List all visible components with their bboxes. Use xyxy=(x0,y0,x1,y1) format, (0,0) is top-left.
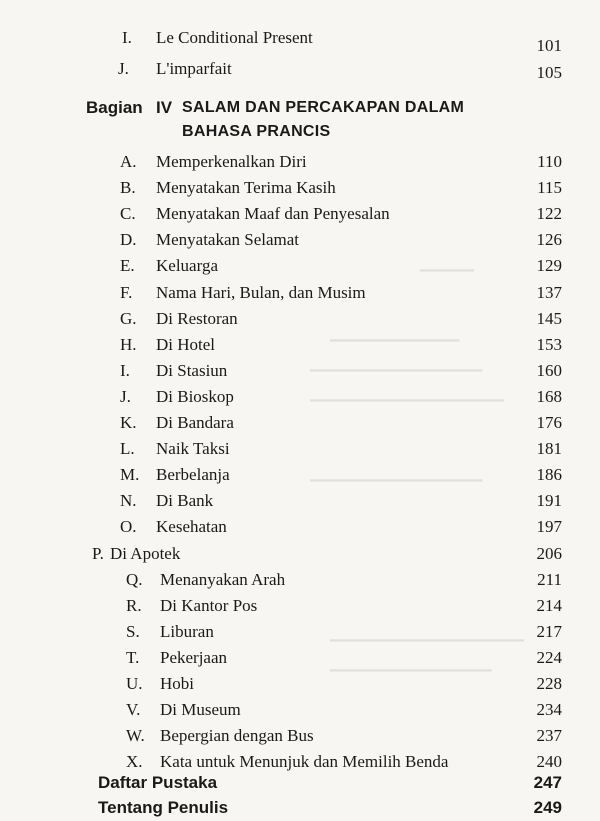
toc-entry xyxy=(0,56,600,82)
entry-letter: B. xyxy=(120,178,136,198)
entry-title: Liburan xyxy=(160,621,214,641)
entry-title: Di Museum xyxy=(160,700,241,720)
entry-title: Kesehatan xyxy=(156,517,227,537)
table-of-contents-page: ▁▁▁▁▁ ▁▁▁▁▁▁▁▁▁▁▁▁ ▁▁▁▁▁▁▁▁▁▁▁▁▁▁▁▁ ▁▁▁▁▁▁▁▁▁▁▁▁▁▁▁▁▁▁ ▁▁▁▁▁▁▁▁▁▁▁▁▁▁▁▁ ▁▁▁▁▁▁▁▁▁▁▁▁▁▁▁▁▁▁ ▁▁▁▁▁▁▁▁▁▁▁▁▁▁▁ I. Le Conditional Present 101 J. L'imparfait 105 Bagian IV SALAM DAN PERCAKAPAN DALAM BAHASA PRANCIS A. Memperkenalkan Diri 110 B. Menyatakan Terima Kasih 115 C. Menyatakan Maaf dan Penyesalan 122 D. Menyatakan Selamat 126 E. Keluarga 129 F. Nama Hari, Bulan, dan Musim 137 G. Di Restoran 145 H. Di Hotel 153 I. Di Stasiun 160 J. Di Bioskop 168 K. Di Bandara 176 L. Naik Taksi 181 M. Berbelanja 186 N. Di Bank 191 O. Kesehatan 197 P. Di Apotek 206 Q. Menanyakan Arah 211 R. Di Kantor Pos 214 S. Liburan 217 T. Pekerjaan 224 U. Hobi 228 V. Di Museum 234 W. Bepergian dengan Bus 237 X. Kata untuk Menunjuk dan Memilih Benda 240 Daftar Pustaka 247 Tentang Penulis 249 xyxy=(0,0,600,819)
entry-page: 176 xyxy=(536,413,562,432)
toc-entry xyxy=(0,149,600,175)
entry-letter: V. xyxy=(126,700,141,720)
entry-page: 153 xyxy=(536,334,562,354)
entry-title: Hobi xyxy=(160,674,194,693)
entry-title: Menyatakan Maaf dan Penyesalan xyxy=(156,204,390,224)
section-title-line2: BAHASA PRANCIS xyxy=(182,123,331,140)
entry-page: 115 xyxy=(537,178,562,198)
entry-page: 101 xyxy=(536,36,562,55)
entry-page: 224 xyxy=(536,647,562,667)
section-number: IV xyxy=(156,98,173,117)
toc-entry xyxy=(0,201,600,227)
entry-title: Nama Hari, Bulan, dan Musim xyxy=(156,282,366,302)
entry-letter: J. xyxy=(120,386,131,406)
entry-page: 234 xyxy=(536,700,562,720)
entry-letter: P. xyxy=(92,543,104,563)
entry-letter: T. xyxy=(126,647,140,667)
toc-entry xyxy=(0,306,600,332)
toc-entry xyxy=(0,227,600,253)
entry-title: Bepergian dengan Bus xyxy=(160,726,314,746)
toc-entry xyxy=(0,410,600,436)
entry-page: 181 xyxy=(536,439,562,459)
toc-entry xyxy=(0,514,600,540)
toc-entry xyxy=(0,671,600,697)
entry-letter: X. xyxy=(126,752,143,772)
toc-entry xyxy=(0,384,600,410)
entry-page: 247 xyxy=(533,773,562,792)
entry-page: 126 xyxy=(536,230,562,250)
section-heading-continued xyxy=(0,119,600,145)
entry-page: 105 xyxy=(536,63,562,82)
toc-entry xyxy=(0,280,600,306)
entry-letter: N. xyxy=(120,491,137,511)
entry-letter: M. xyxy=(120,465,140,485)
toc-entry xyxy=(0,462,600,488)
entry-title: Menyatakan Terima Kasih xyxy=(156,178,336,198)
entry-letter: A. xyxy=(120,152,137,171)
entry-title: Di Apotek xyxy=(110,543,181,563)
toc-back-matter-entry xyxy=(0,770,600,796)
section-title-line1: SALAM DAN PERCAKAPAN DALAM xyxy=(182,99,465,116)
entry-title: Berbelanja xyxy=(156,465,230,485)
entry-page: 249 xyxy=(533,798,562,817)
entry-page: 186 xyxy=(536,465,562,485)
entry-title: Di Bioskop xyxy=(156,386,234,406)
entry-letter: C. xyxy=(120,204,136,224)
entry-title: Menyatakan Selamat xyxy=(156,230,300,250)
entry-letter: K. xyxy=(120,413,137,432)
section-heading xyxy=(0,95,600,121)
entry-title: Tentang Penulis xyxy=(98,798,229,817)
entry-title: Di Bandara xyxy=(156,413,234,432)
entry-page: 211 xyxy=(537,569,562,589)
entry-title: Di Kantor Pos xyxy=(160,595,258,615)
entry-letter: G. xyxy=(120,308,137,328)
entry-title: Di Stasiun xyxy=(156,360,228,380)
entry-page: 217 xyxy=(536,621,562,641)
entry-page: 129 xyxy=(536,256,562,276)
entry-page: 214 xyxy=(536,595,562,615)
entry-page: 110 xyxy=(537,152,562,171)
entry-page: 206 xyxy=(536,543,562,563)
entry-page: 168 xyxy=(536,386,562,406)
toc-entry xyxy=(0,723,600,749)
entry-letter: I. xyxy=(122,28,132,47)
entry-page: 191 xyxy=(536,491,562,511)
toc-entry xyxy=(0,593,600,619)
toc-entry xyxy=(0,175,600,201)
section-label: Bagian xyxy=(86,98,143,117)
entry-letter: D. xyxy=(120,230,137,250)
toc-entry xyxy=(0,332,600,358)
entry-page: 237 xyxy=(536,726,562,746)
toc-entry xyxy=(0,645,600,671)
toc-entry xyxy=(0,697,600,723)
entry-title: Di Restoran xyxy=(156,308,238,328)
entry-letter: L. xyxy=(120,439,135,459)
entry-title: Keluarga xyxy=(156,256,218,276)
entry-letter: Q. xyxy=(126,569,143,589)
toc-entry xyxy=(0,25,600,55)
toc-entry xyxy=(0,488,600,514)
entry-letter: U. xyxy=(126,674,143,693)
entry-letter: O. xyxy=(120,517,137,537)
entry-page: 240 xyxy=(536,752,562,772)
entry-letter: R. xyxy=(126,595,142,615)
entry-title: Naik Taksi xyxy=(156,439,230,459)
entry-page: 122 xyxy=(536,204,562,224)
entry-letter: F. xyxy=(120,282,133,302)
entry-letter: H. xyxy=(120,334,137,354)
entry-title: Di Hotel xyxy=(156,334,216,354)
entry-page: 145 xyxy=(536,308,562,328)
entry-page: 228 xyxy=(536,674,562,693)
entry-letter: I. xyxy=(120,360,130,380)
entry-letter: S. xyxy=(126,621,140,641)
entry-page: 137 xyxy=(536,282,562,302)
entry-title: Pekerjaan xyxy=(160,647,228,667)
toc-entry xyxy=(0,619,600,645)
entry-title: Kata untuk Menunjuk dan Memilih Benda xyxy=(160,752,449,772)
entry-title: Menanyakan Arah xyxy=(160,569,286,589)
toc-entry xyxy=(0,541,600,567)
entry-title: Daftar Pustaka xyxy=(98,773,218,792)
entry-letter: E. xyxy=(120,256,135,276)
entry-page: 197 xyxy=(536,517,562,537)
entry-title: Di Bank xyxy=(156,491,214,511)
entry-title: Memperkenalkan Diri xyxy=(156,152,307,171)
toc-entry xyxy=(0,567,600,593)
toc-back-matter-entry xyxy=(0,795,600,821)
entry-letter: J. xyxy=(118,59,129,78)
toc-entry xyxy=(0,436,600,462)
entry-letter: W. xyxy=(126,726,145,746)
entry-page: 160 xyxy=(536,360,562,380)
toc-entry xyxy=(0,358,600,384)
toc-entry xyxy=(0,253,600,279)
entry-title: L'imparfait xyxy=(156,59,232,78)
entry-title: Le Conditional Present xyxy=(156,28,313,47)
